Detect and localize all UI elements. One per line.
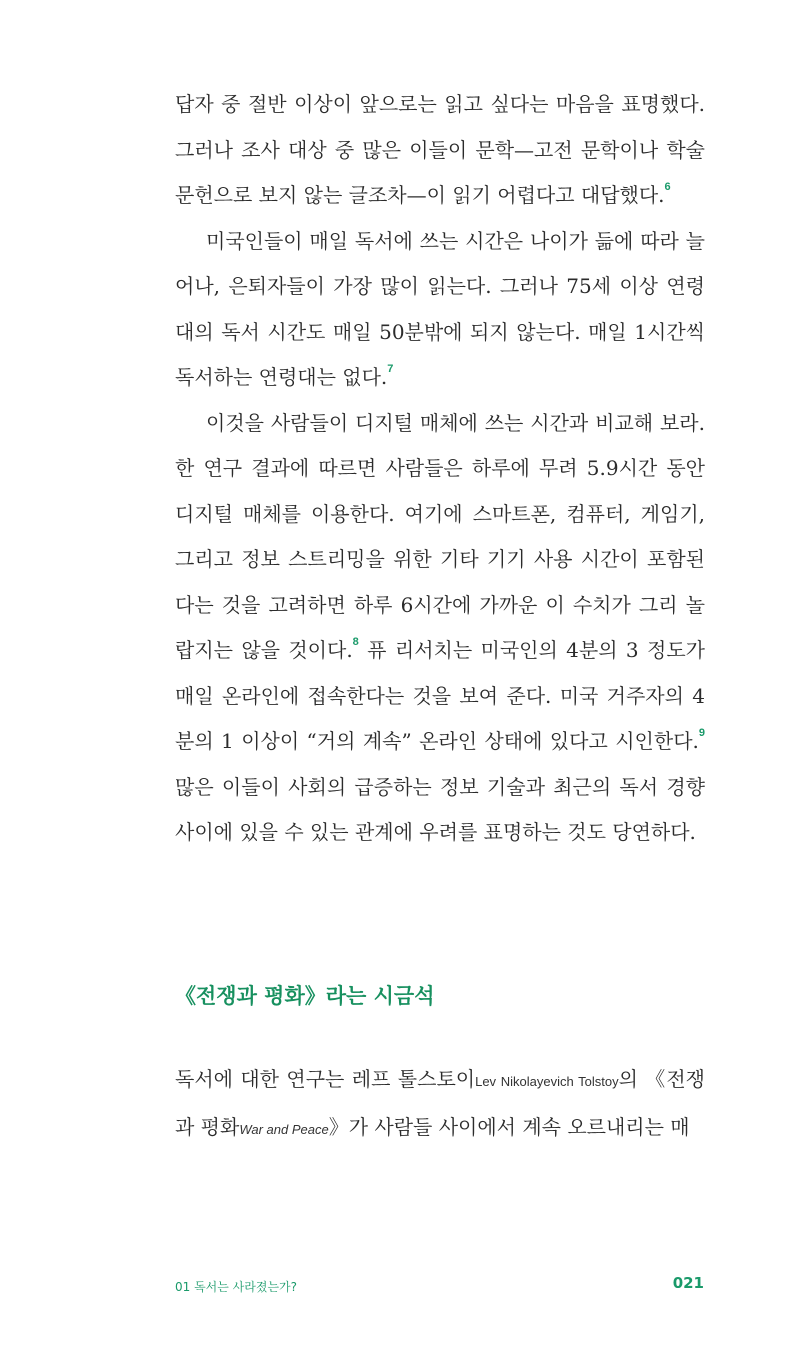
section-body <box>175 1057 705 1152</box>
footnote-marker-7[interactable]: 7 <box>387 363 394 375</box>
footnote-marker-8[interactable]: 8 <box>352 636 359 648</box>
paragraph-1-text: 답자 중 절반 이상이 앞으로는 읽고 싶다는 마음을 표명했다. 그러나 조사 대상 중 많은 이들이 문학—고전 문학이나 학술 문헌으로 보지 않는 글조차—이 읽기 어렵다고 대답했다. <box>175 92 705 207</box>
footnote-marker-6[interactable]: 6 <box>664 181 671 193</box>
paragraph-3-text-b: 퓨 리서치는 미국인의 4분의 3 정도가 매일 온라인에 접속한다는 것을 보여 준다. 미국 거주자의 4분의 1 이상이 “거의 계속” 온라인 상태에 있다고 시인한다. <box>175 638 705 753</box>
body-text <box>175 82 705 856</box>
author-latin-name: Lev Nikolayevich Tolstoy <box>475 1074 619 1089</box>
paragraph-2-text: 미국인들이 매일 독서에 쓰는 시간은 나이가 듦에 따라 늘어나, 은퇴자들이 가장 많이 읽는다. 그러나 75세 이상 연령대의 독서 시간도 매일 50분밖에 되지 않는다. 매일 1시간씩 독서하는 연령대는 없다. <box>175 228 705 389</box>
paragraph-1 <box>175 82 705 219</box>
paragraph-3-text-c: 많은 이들이 사회의 급증하는 정보 기술과 최근의 독서 경향 사이에 있을 수 있는 관계에 우려를 표명하는 것도 당연하다. <box>175 774 705 844</box>
section-paragraph <box>175 1057 705 1152</box>
section-text-a: 독서에 대한 연구는 레프 톨스토이 <box>175 1067 476 1091</box>
section-text-c: 》가 사람들 사이에서 계속 오르내리는 매 <box>328 1114 690 1139</box>
paragraph-2 <box>175 219 705 401</box>
paragraph-3-text-a: 이것을 사람들이 디지털 매체에 쓰는 시간과 비교해 보라. 한 연구 결과에 따르면 사람들은 하루에 무려 5.9시간 동안 디지털 매체를 이용한다. 여기에 스마트폰, 컴퓨터, 게임기, 그리고 정보 스트리밍을 위한 기타 기기 사용 시간이 포함된다는 것을 고려하면 하루 6시간에 가까운 이 수치가 그리 놀랍지는 않을 것이다. <box>175 410 705 662</box>
footnote-marker-9[interactable]: 9 <box>698 727 705 739</box>
paragraph-3 <box>175 401 705 856</box>
section-heading: 《전쟁과 평화》라는 시금석 <box>175 984 435 1008</box>
book-latin-title: War and Peace <box>239 1121 329 1137</box>
running-footer-chapter: 01 독서는 사라졌는가? <box>175 1280 298 1294</box>
page-number: 021 <box>672 1274 704 1292</box>
section-text-b: 의 《전쟁과 평화 <box>175 1067 705 1139</box>
